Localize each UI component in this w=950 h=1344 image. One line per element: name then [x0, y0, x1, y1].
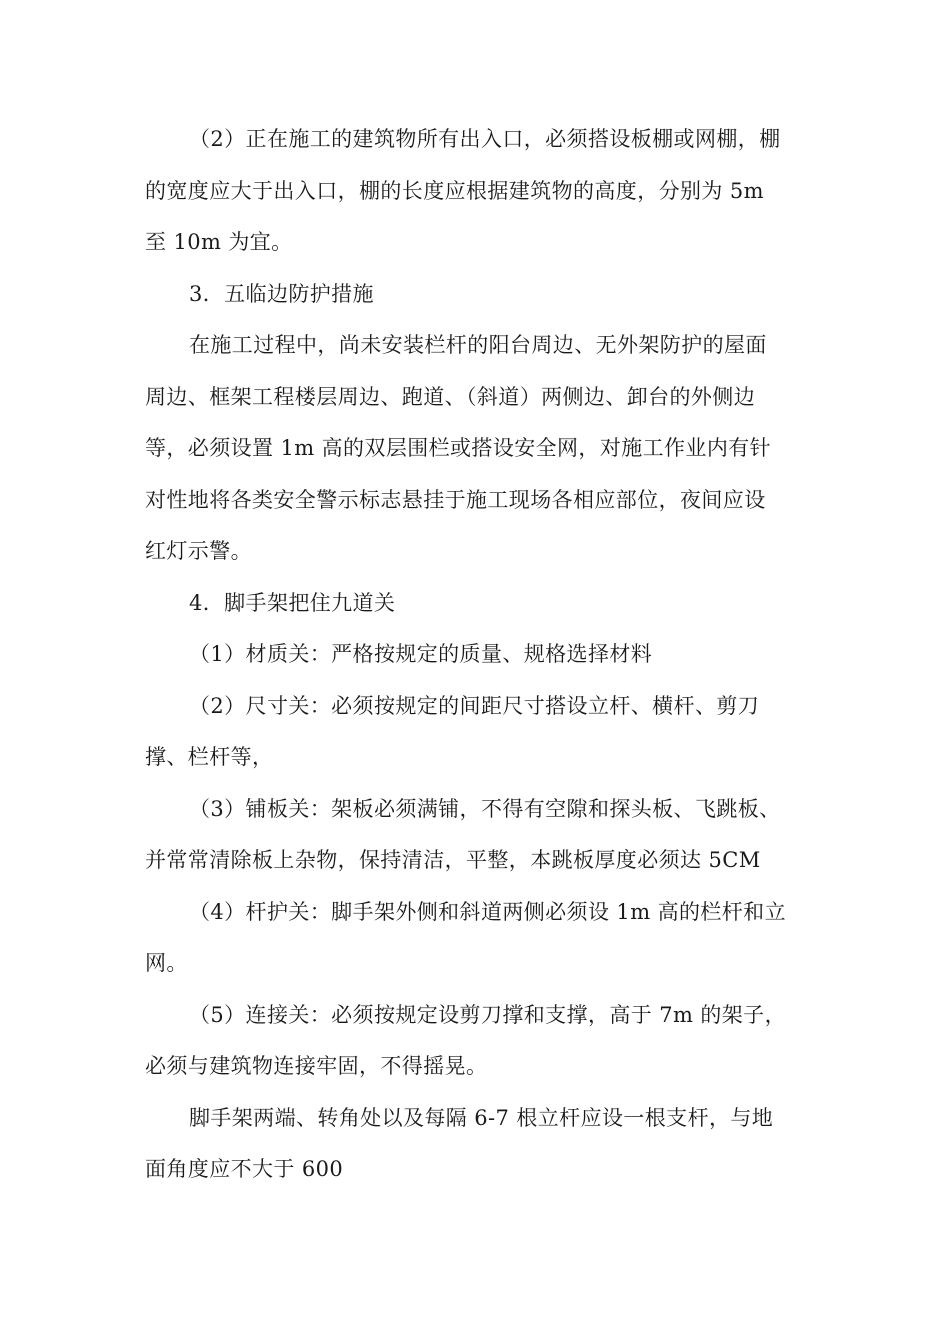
paragraph-plank-check: [145, 784, 805, 887]
paragraph-entrance-sheds: [145, 114, 805, 269]
paragraph-railing-check: [145, 887, 805, 990]
text-line: （2）尺寸关：必须按规定的间距尺寸搭设立杆、横杆、剪刀: [189, 693, 760, 718]
document-body: [145, 114, 805, 1196]
text-line: 周边、框架工程楼层周边、跑道、（斜道）两侧边、卸台的外侧边: [145, 384, 756, 409]
text-line: 对性地将各类安全警示标志悬挂于施工现场各相应部位，夜间应设: [145, 487, 766, 512]
text-line: 在施工过程中，尚未安装栏杆的阳台周边、无外架防护的屋面: [189, 333, 767, 357]
paragraph-dimension-check: [145, 681, 805, 784]
paragraph-connection-check: [145, 990, 805, 1093]
heading-line: 4．脚手架把住九道关: [189, 590, 396, 615]
text-line: （4）杆护关：脚手架外侧和斜道两侧必须设 1m 高的栏杆和立: [189, 899, 786, 924]
text-line: （5）连接关：必须按规定设剪刀撑和支撑，高于 7m 的架子，: [189, 1002, 786, 1027]
text-line: （1）材质关：严格按规定的质量、规格选择材料: [189, 642, 653, 666]
text-line: 至 10m 为宜。: [145, 230, 293, 254]
text-line: 必须与建筑物连接牢固，不得摇晃。: [145, 1054, 488, 1078]
section-heading-edge-protection: [145, 269, 805, 321]
paragraph-edge-protection: [145, 320, 805, 578]
text-line: 网。: [145, 951, 188, 975]
section-heading-scaffold: [145, 578, 805, 630]
text-line: （3）铺板关：架板必须满铺，不得有空隙和探头板、飞跳板、: [189, 796, 781, 821]
heading-line: 3．五临边防护措施: [189, 281, 374, 306]
paragraph-brace-rods: [145, 1093, 805, 1196]
text-line: 红灯示警。: [145, 539, 252, 563]
text-line: 面角度应不大于 600: [145, 1157, 344, 1181]
text-line: （2）正在施工的建筑物所有出入口，必须搭设板棚或网棚，棚: [189, 127, 781, 151]
text-line: 等，必须设置 1m 高的双层围栏或搭设安全网，对施工作业内有针: [145, 436, 772, 460]
text-line: 并常常清除板上杂物，保持清洁，平整，本跳板厚度必须达 5CM: [145, 848, 761, 872]
text-line: 的宽度应大于出入口，棚的长度应根据建筑物的高度，分别为 5m: [145, 178, 764, 203]
text-line: 撑、栏杆等，: [145, 745, 274, 769]
text-line: 脚手架两端、转角处以及每隔 6-7 根立杆应设一根支杆，与地: [189, 1105, 774, 1130]
paragraph-material-check: [145, 629, 805, 681]
